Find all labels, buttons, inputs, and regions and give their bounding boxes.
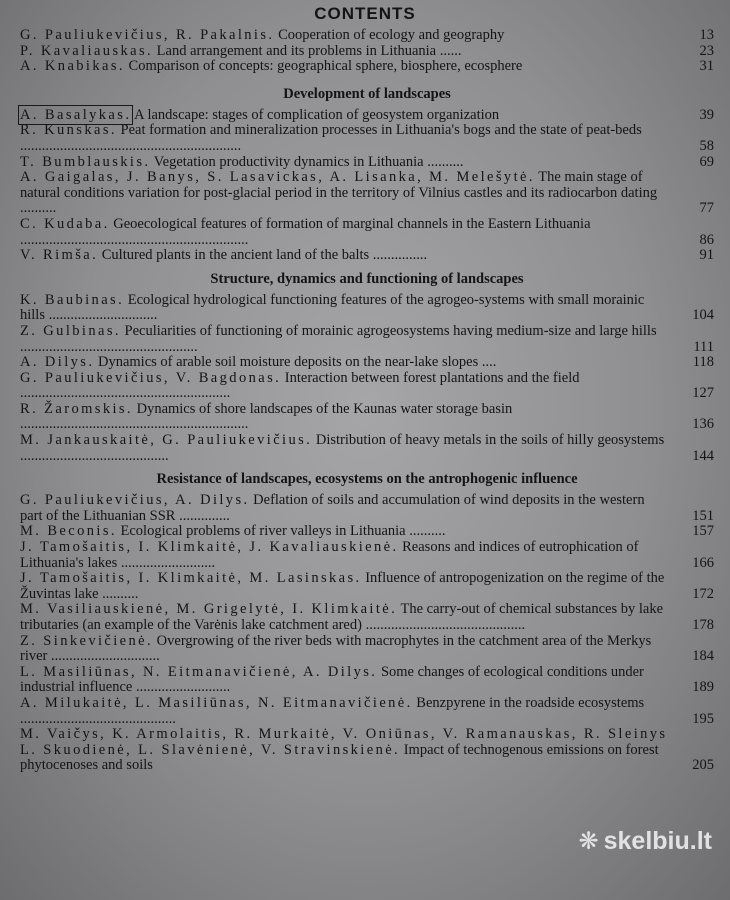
toc-entry — [20, 293, 714, 324]
entry-title: Influence of antropogenization on the regime of the Žuvintas lake .......... — [20, 570, 665, 602]
entry-title: The carry-out of chemical substances by lake tributaries (an example of the Varėnis lake catchment ared) ............................................ — [20, 601, 664, 633]
toc-entry — [20, 123, 714, 154]
entry-body — [20, 170, 674, 217]
entry-body — [20, 371, 674, 402]
entry-authors: Z. Sinkevičienė. — [20, 632, 154, 649]
entry-authors: G. Pauliukevičius, A. Dilys. — [20, 492, 250, 509]
toc-entry — [20, 44, 714, 60]
entry-title: Comparison of concepts: geographical sphere, biosphere, ecosphere — [128, 58, 523, 75]
entry-title: Reasons and indices of eutrophication of Lithuania's lakes .......................... — [20, 539, 639, 571]
entry-title: Ecological problems of river valleys in Lithuania .......... — [120, 523, 446, 540]
entry-page-number: 111 — [693, 338, 714, 355]
entry-title: Impact of technogenous emissions on forest phytocenoses and soils — [20, 741, 659, 774]
entry-authors: V. Rimša. — [20, 247, 99, 264]
toc-entry — [20, 602, 714, 633]
entry-page-number: 151 — [692, 507, 714, 524]
toc-entry — [20, 248, 714, 264]
entry-title: A landscape: stages of complication of geosystem organization — [134, 106, 500, 123]
entry-page-number: 136 — [692, 416, 714, 433]
entry-page-number: 144 — [692, 447, 714, 464]
entry-authors: A. Gaigalas, J. Banys, S. Lasavickas, A. Lisanka, M. Melešytė. — [20, 169, 535, 186]
entry-page-number: 166 — [692, 554, 714, 571]
toc-entry — [20, 324, 714, 355]
entry-body — [20, 248, 674, 264]
toc-entry — [20, 727, 714, 774]
entry-authors: A. Milukaitė, L. Masiliūnas, N. Eitmanavičienė. — [20, 694, 413, 711]
entry-page-number: 13 — [699, 27, 714, 43]
toc-entry — [20, 402, 714, 433]
entry-authors: K. Baubinas. — [20, 291, 125, 308]
entry-body — [20, 540, 674, 571]
entry-title: Peat formation and mineralization processes in Lithuania's bogs and the state of peat-beds ............................................................. — [20, 122, 642, 154]
toc-entry — [20, 170, 714, 217]
table-of-contents — [0, 28, 730, 774]
entry-title: Some changes of ecological conditions under industrial influence .......................... — [20, 663, 644, 696]
toc-entry — [20, 634, 714, 665]
entry-body — [20, 155, 674, 171]
toc-entry — [20, 665, 714, 696]
toc-entry — [20, 59, 714, 75]
entry-body — [20, 665, 674, 696]
entry-body — [20, 217, 674, 248]
entry-authors: M. Vaičys, K. Armolaitis, R. Murkaitė, V. Oniūnas, V. Ramanauskas, R. Sleinys L. Skuodienė, L. Slavėnienė, V. Stravinskienė. — [20, 726, 668, 758]
entry-page-number: 184 — [692, 648, 714, 665]
spacer — [20, 75, 714, 79]
entry-body — [20, 123, 674, 154]
entry-body — [20, 402, 674, 433]
entry-page-number: 31 — [699, 58, 714, 75]
entry-body — [20, 571, 674, 602]
entry-authors: R. Žaromskis. — [20, 400, 133, 417]
entry-body — [20, 293, 674, 324]
toc-entry — [20, 155, 714, 171]
entry-authors: A. Basalykas. — [20, 106, 132, 123]
entry-body — [20, 59, 674, 75]
entry-authors: M. Beconis. — [20, 523, 117, 540]
site-watermark — [579, 827, 712, 856]
toc-entry — [20, 493, 714, 524]
toc-entry — [20, 371, 714, 402]
toc-entry — [20, 571, 714, 602]
entry-body — [20, 324, 674, 355]
entry-authors: C. Kudaba. — [20, 215, 110, 232]
entry-page-number: 189 — [692, 679, 714, 696]
entry-page-number: 58 — [699, 137, 714, 154]
entry-page-number: 195 — [692, 710, 714, 727]
entry-authors: A. Knabikas. — [20, 58, 125, 75]
entry-page-number: 178 — [692, 617, 714, 633]
toc-entry — [20, 217, 714, 248]
toc-entry — [20, 108, 714, 124]
entry-title: The main stage of natural conditions variation for post-glacial period in the territory of Vilnius castles and its radiocarbon dating .......... — [20, 169, 658, 217]
entry-authors: J. Tamošaitis, I. Klimkaitė, J. Kavaliauskienė. — [20, 539, 399, 556]
entry-title: Dynamics of shore landscapes of the Kaunas water storage basin ............................................................... — [20, 400, 513, 433]
snowflake-dots-icon: ❋ — [578, 828, 599, 855]
entry-title: Interaction between forest plantations and the field .......................................................... — [20, 369, 580, 402]
entry-body — [20, 108, 674, 124]
entry-page-number: 118 — [692, 354, 714, 371]
entry-authors: R. Kunskas. — [20, 122, 117, 139]
entry-authors: Z. Gulbinas. — [20, 322, 121, 339]
entry-title: Cultured plants in the ancient land of the balts ............... — [101, 247, 428, 264]
entry-page-number: 39 — [699, 106, 714, 123]
entry-title: Deflation of soils and accumulation of wind deposits in the western part of the Lithuanian SSR .............. — [20, 492, 645, 524]
toc-entry — [20, 28, 714, 44]
watermark-label: skelbiu.lt — [603, 827, 712, 855]
entry-title: Distribution of heavy metals in the soils of hilly geosystems ......................................... — [20, 432, 665, 464]
entry-page-number: 77 — [699, 200, 714, 217]
entry-title: Benzpyrene in the roadside ecosystems ........................................... — [20, 694, 645, 727]
entry-body — [20, 634, 674, 665]
entry-body — [20, 602, 674, 633]
entry-page-number: 91 — [699, 247, 714, 264]
entry-authors: L. Masiliūnas, N. Eitmanavičienė, A. Dilys. — [20, 663, 378, 680]
entry-body — [20, 44, 674, 60]
entry-body — [20, 433, 674, 464]
entry-body — [20, 355, 674, 371]
entry-authors: G. Pauliukevičius, R. Pakalnis. — [20, 27, 275, 43]
entry-body — [20, 28, 674, 44]
entry-page-number: 127 — [692, 385, 714, 402]
section-heading: Structure, dynamics and functioning of landscapes — [210, 270, 524, 287]
entry-title: Land arrangement and its problems in Lithuania ...... — [156, 42, 462, 59]
entry-page-number: 157 — [692, 523, 714, 540]
entry-page-number: 104 — [692, 307, 714, 324]
entry-authors: P. Kavaliauskas. — [20, 42, 154, 59]
entry-page-number: 69 — [699, 153, 714, 170]
toc-entry — [20, 355, 714, 371]
toc-entry — [20, 524, 714, 540]
page-title: CONTENTS — [314, 4, 416, 23]
entry-title: Vegetation productivity dynamics in Lithuania .......... — [153, 153, 464, 170]
entry-authors: J. Tamošaitis, I. Klimkaitė, M. Lasinskas. — [20, 570, 362, 587]
toc-entry — [20, 696, 714, 727]
entry-title: Dynamics of arable soil moisture deposits on the near-lake slopes .... — [98, 354, 497, 371]
entry-body — [20, 727, 674, 774]
entry-authors: M. Jankauskaitė, G. Pauliukevičius. — [20, 432, 313, 449]
entry-body — [20, 696, 674, 727]
toc-entry — [20, 540, 714, 571]
entry-title: Overgrowing of the river beds with macrophytes in the catchment area of the Merkys river .............................. — [20, 632, 652, 665]
entry-title: Cooperation of ecology and geography — [278, 27, 505, 43]
section-heading: Resistance of landscapes, ecosystems on the antrophogenic influence — [156, 471, 578, 488]
entry-page-number: 23 — [699, 42, 714, 59]
entry-page-number: 205 — [692, 757, 714, 774]
entry-body — [20, 524, 674, 540]
entry-page-number: 172 — [692, 585, 714, 602]
entry-title: Ecological hydrological functioning features of the agrogeo-systems with small morainic hills .............................. — [20, 291, 645, 324]
entry-body — [20, 493, 674, 524]
entry-authors: M. Vasiliauskienė, M. Grigelytė, I. Klimkaitė. — [20, 601, 398, 618]
entry-authors: G. Pauliukevičius, V. Bagdonas. — [20, 369, 282, 386]
section-heading: Development of landscapes — [283, 85, 451, 102]
toc-entry — [20, 433, 714, 464]
entry-title: Peculiarities of functioning of morainic agrogeosystems having medium-size and large hills ................................................. — [20, 322, 657, 355]
entry-title: Geoecological features of formation of marginal channels in the Eastern Lithuania ............................................................... — [20, 215, 591, 248]
entry-authors: T. Bumblauskis. — [20, 153, 151, 170]
entry-authors: A. Dilys. — [20, 354, 95, 371]
entry-page-number: 86 — [699, 231, 714, 248]
